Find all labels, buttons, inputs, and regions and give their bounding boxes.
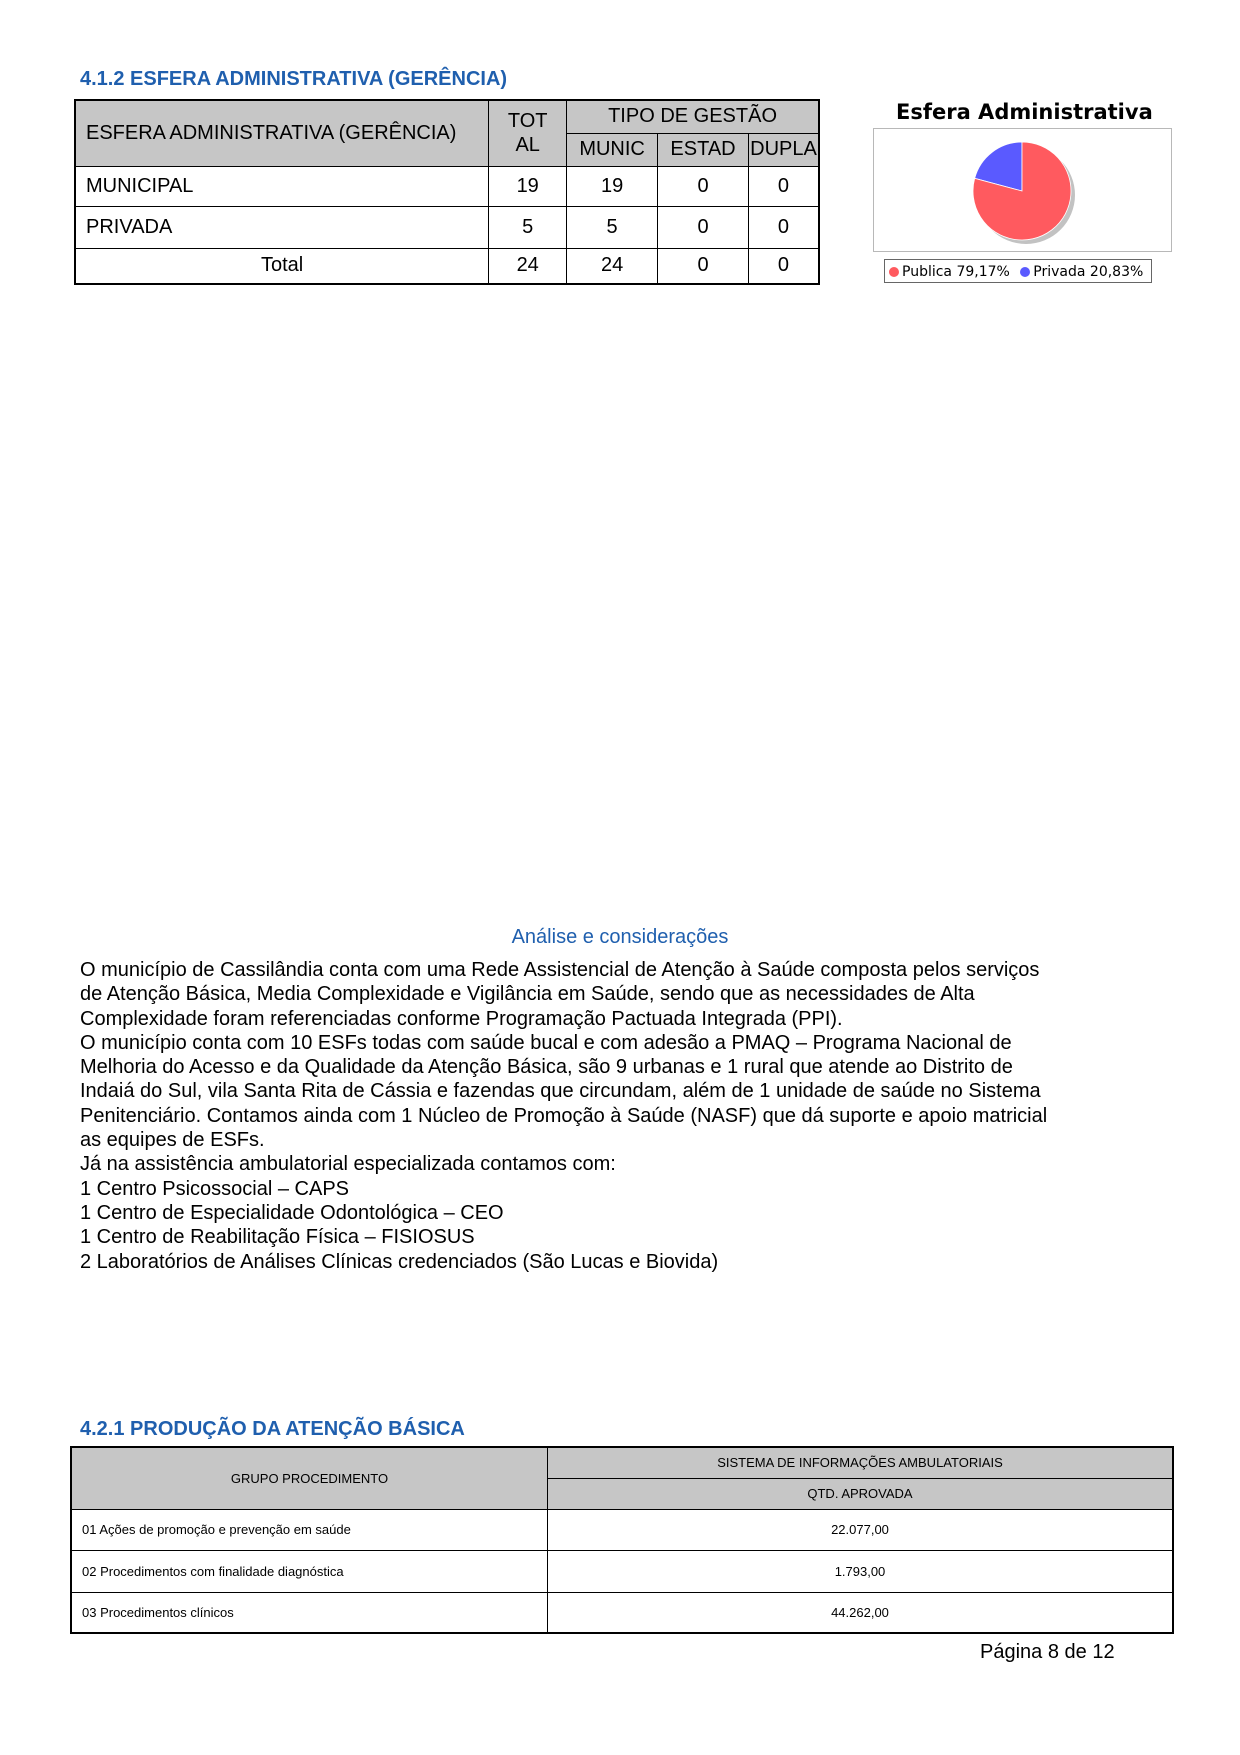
- col-header-total: [489, 100, 567, 166]
- analysis-line: 1 Centro de Especialidade Odontológica – CEO: [80, 1201, 504, 1224]
- row-label: PRIVADA: [75, 206, 489, 248]
- analysis-line: Já na assistência ambulatorial especializada contamos com:: [80, 1153, 616, 1176]
- table-row: [75, 166, 819, 206]
- col-header-total-line2: AL: [515, 134, 540, 157]
- legend-dot-publica: [889, 267, 899, 277]
- analysis-title: Análise e considerações: [511, 926, 729, 948]
- row-label: 01 Ações de promoção e prevenção em saúde: [71, 1509, 548, 1550]
- section-title-esfera: 4.1.2 ESFERA ADMINISTRATIVA (GERÊNCIA): [80, 68, 508, 90]
- cell-munic: 19: [567, 166, 658, 206]
- table-row-total: [75, 248, 819, 284]
- analysis-line: Complexidade foram referenciadas conforme Programação Pactuada Integrada (PPI).: [80, 1007, 843, 1030]
- legend-label-privada: Privada 20,83%: [1033, 264, 1144, 280]
- table-row: [71, 1592, 1173, 1633]
- col-header-esfera: ESFERA ADMINISTRATIVA (GERÊNCIA): [75, 100, 489, 166]
- analysis-line: 2 Laboratórios de Análises Clínicas credenciados (São Lucas e Biovida): [80, 1250, 719, 1273]
- cell-dupla: 0: [748, 206, 819, 248]
- cell-qtd: 44.262,00: [548, 1592, 1174, 1633]
- cell-total: 24: [489, 248, 567, 284]
- analysis-line: as equipes de ESFs.: [80, 1129, 265, 1152]
- cell-dupla: 0: [748, 248, 819, 284]
- col-header-dupla: DUPLA: [748, 133, 819, 166]
- col-header-qtd: QTD. APROVADA: [548, 1478, 1174, 1509]
- cell-qtd: 1.793,00: [548, 1550, 1174, 1592]
- cell-total: 19: [489, 166, 567, 206]
- row-label: 02 Procedimentos com finalidade diagnóstica: [71, 1550, 548, 1592]
- analysis-line: Indaiá do Sul, vila Santa Rita de Cássia e fazendas que circundam, além de 1 unidade de saúde no Sistema: [80, 1080, 1041, 1103]
- analysis-line: de Atenção Básica, Media Complexidade e Vigilância em Saúde, sendo que as necessidades de Alta: [80, 983, 975, 1006]
- col-header-grupo: GRUPO PROCEDIMENTO: [71, 1447, 548, 1509]
- analysis-line: 1 Centro de Reabilitação Física – FISIOSUS: [80, 1226, 475, 1249]
- col-header-estad: ESTAD: [658, 133, 749, 166]
- analysis-line: O município de Cassilândia conta com uma Rede Assistencial de Atenção à Saúde composta pelos serviços: [80, 959, 1040, 981]
- pie-chart-box: [873, 128, 1172, 252]
- table-row: [71, 1550, 1173, 1592]
- analysis-line: 1 Centro Psicossocial – CAPS: [80, 1177, 350, 1200]
- table-row: [71, 1509, 1173, 1550]
- cell-estad: 0: [658, 166, 749, 206]
- cell-total: 5: [489, 206, 567, 248]
- esfera-table: [74, 99, 820, 285]
- analysis-line: O município conta com 10 ESFs todas com saúde bucal e com adesão a PMAQ – Programa Nacional de: [80, 1031, 1012, 1054]
- row-label: Total: [75, 248, 489, 284]
- chart-legend: [884, 259, 1152, 283]
- legend-dot-privada: [1020, 267, 1030, 277]
- cell-estad: 0: [658, 206, 749, 248]
- cell-munic: 24: [567, 248, 658, 284]
- chart-title: Esfera Administrativa: [896, 100, 1153, 124]
- pie-chart: [874, 129, 1171, 251]
- col-header-total-line1: TOT: [507, 110, 548, 133]
- cell-dupla: 0: [748, 166, 819, 206]
- col-header-sia: SISTEMA DE INFORMAÇÕES AMBULATORIAIS: [548, 1447, 1174, 1478]
- section-title-producao: 4.2.1 PRODUÇÃO DA ATENÇÃO BÁSICA: [80, 1418, 465, 1440]
- legend-label-publica: Publica 79,17%: [902, 264, 1010, 280]
- row-label: MUNICIPAL: [75, 166, 489, 206]
- col-header-tipo-gestao: TIPO DE GESTÃO: [567, 100, 819, 133]
- table-row: [75, 206, 819, 248]
- analysis-body: [80, 958, 1100, 1274]
- cell-qtd: 22.077,00: [548, 1509, 1174, 1550]
- cell-estad: 0: [658, 248, 749, 284]
- cell-munic: 5: [567, 206, 658, 248]
- row-label: 03 Procedimentos clínicos: [71, 1592, 548, 1633]
- producao-table: [70, 1446, 1174, 1634]
- col-header-munic: MUNIC: [567, 133, 658, 166]
- page-number: Página 8 de 12: [980, 1641, 1115, 1663]
- analysis-line: Penitenciário. Contamos ainda com 1 Núcleo de Promoção à Saúde (NASF) que dá suporte e apoio matricial: [80, 1104, 1048, 1127]
- analysis-line: Melhoria do Acesso e da Qualidade da Atenção Básica, são 9 urbanas e 1 rural que atende ao Distrito de: [80, 1056, 1013, 1079]
